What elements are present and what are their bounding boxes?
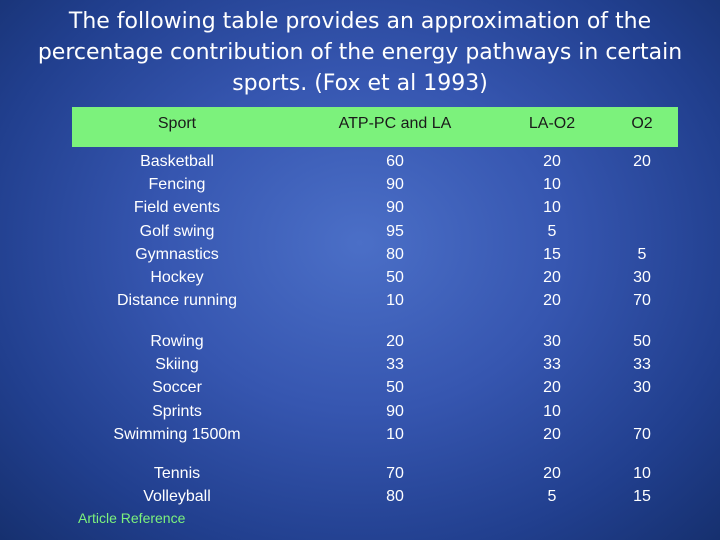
table-cell: Rowing: [150, 333, 204, 350]
table-cell: 5: [547, 488, 557, 506]
table-cell: Volleyball: [143, 488, 211, 506]
table-cell: 20: [543, 268, 561, 286]
group-3-sport-column: [82, 462, 272, 508]
table-cell: 30: [633, 379, 651, 397]
header-atp-pc-la: ATP-PC and LA: [338, 115, 452, 132]
table-cell: 33: [633, 356, 651, 374]
table-cell: 10: [543, 402, 561, 420]
table-cell: [582, 173, 702, 196]
table-cell: 70: [633, 292, 651, 310]
table-cell: 30: [633, 268, 651, 286]
table-cell: Golf swing: [139, 222, 215, 240]
table-cell: Swimming 1500m: [113, 425, 241, 443]
table-cell: 30: [543, 333, 561, 350]
slide-title: The following table provides an approximation of the percentage contribution of the energy pathways in certain sports. (Fox et al 1993): [37, 9, 683, 96]
table-cell: Fencing: [148, 176, 206, 194]
table-cell: 10: [543, 199, 561, 217]
table-cell: 20: [543, 425, 561, 443]
header-o2: O2: [631, 115, 653, 132]
table-cell: 5: [547, 222, 557, 240]
table-cell: 50: [633, 333, 651, 350]
table-cell: 5: [637, 245, 647, 263]
table-cell: 10: [543, 176, 561, 194]
table-cell: 15: [633, 488, 651, 506]
table-cell: Field events: [133, 199, 221, 217]
table-cell: 20: [543, 292, 561, 310]
table-cell: 10: [633, 465, 651, 482]
table-cell: Skiing: [155, 356, 199, 374]
header-la-o2: LA-O2: [528, 115, 576, 132]
table-cell: Sprints: [152, 402, 202, 420]
group-2-o2-column: [582, 330, 702, 446]
group-3-o2-column: [582, 462, 702, 508]
table-cell: Distance running: [116, 292, 238, 310]
table-cell: [582, 400, 702, 423]
table-cell: 60: [386, 153, 404, 170]
table-cell: [582, 196, 702, 219]
table-cell: 20: [543, 379, 561, 397]
table-cell: 33: [543, 356, 561, 374]
article-reference-link[interactable]: Article Reference: [78, 510, 186, 526]
group-2-sport-column: [82, 330, 272, 446]
table-cell: 33: [386, 356, 404, 374]
table-cell: Basketball: [140, 153, 214, 170]
table-cell: 50: [386, 379, 404, 397]
table-cell: 80: [386, 488, 404, 506]
table-cell: 20: [543, 153, 561, 170]
table-cell: 90: [386, 176, 404, 194]
table-cell: 20: [386, 333, 404, 350]
table-cell: 15: [543, 245, 561, 263]
table-cell: Soccer: [152, 379, 202, 397]
table-cell: [582, 220, 702, 243]
table-cell: 95: [386, 222, 404, 240]
group-1-o2-column: [582, 150, 702, 312]
table-cell: 20: [633, 153, 651, 170]
table-cell: Tennis: [153, 465, 201, 482]
table-cell: Hockey: [150, 268, 204, 286]
table-cell: 10: [386, 425, 404, 443]
group-3-atp-column: [300, 462, 490, 508]
table-cell: 90: [386, 199, 404, 217]
group-1-sport-column: [82, 150, 272, 312]
table-cell: 70: [633, 425, 651, 443]
table-cell: 70: [386, 465, 404, 482]
table-cell: 10: [386, 292, 404, 310]
table-cell: 50: [386, 268, 404, 286]
table-cell: 90: [386, 402, 404, 420]
table-cell: 20: [543, 465, 561, 482]
table-cell: 80: [386, 245, 404, 263]
header-sport: Sport: [157, 115, 197, 132]
group-2-atp-column: [300, 330, 490, 446]
table-cell: Gymnastics: [135, 245, 219, 263]
group-1-atp-column: [300, 150, 490, 312]
